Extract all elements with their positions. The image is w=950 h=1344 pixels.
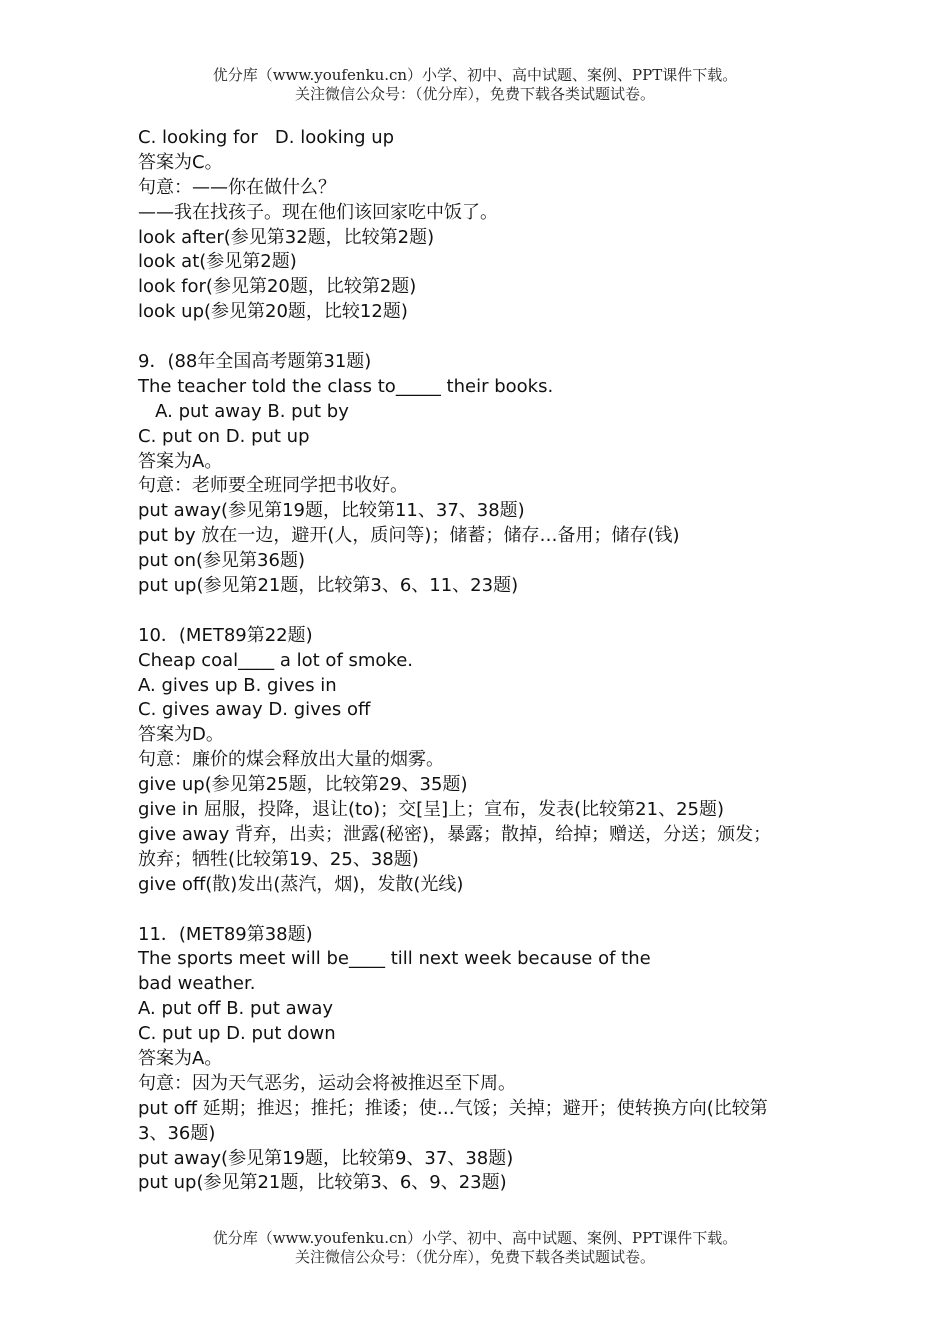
text-line: 句意：廉价的煤会释放出大量的烟雾。 <box>138 749 444 771</box>
text-line: C. put up D. put down <box>138 1023 336 1045</box>
text-line: C. put on D. put up <box>138 425 310 447</box>
blank-line <box>138 898 818 923</box>
text-line: 答案为A。 <box>138 450 223 472</box>
text-line: 句意：——你在做什么？ <box>138 176 336 198</box>
text-line: look after(参见第32题，比较第2题) <box>138 226 435 248</box>
text-line: ——我在找孩子。现在他们该回家吃中饭了。 <box>138 201 498 223</box>
text-line: 放弃；牺牲(比较第19、25、38题) <box>138 848 419 870</box>
text-line: look at(参见第2题) <box>138 251 297 273</box>
text-line: A. put off B. put away <box>138 998 334 1020</box>
page-header <box>0 66 950 104</box>
text-line: Cheap coal____ a lot of smoke. <box>138 649 414 671</box>
text-line: bad weather. <box>138 973 256 995</box>
text-line: 11．(MET89第38题) <box>138 923 313 945</box>
text-line: A. gives up B. gives in <box>138 674 337 696</box>
text-line: C. gives away D. gives off <box>138 699 371 721</box>
text-line: put by 放在一边，避开(人，质问等)；储蓄；储存…备用；储存(钱) <box>138 525 680 547</box>
page-footer <box>0 1229 950 1267</box>
text-line: give off(散)发出(蒸汽，烟)，发散(光线) <box>138 873 464 895</box>
text-line: give away 背弃，出卖；泄露(秘密)，暴露；散掉，给掉；赠送，分送；颁发； <box>138 823 772 845</box>
text-line: 10．(MET89第22题) <box>138 624 313 646</box>
text-line: 答案为A。 <box>138 1047 223 1069</box>
text-line: 答案为C。 <box>138 151 223 173</box>
header-line-2: 关注微信公众号：（优分库），免费下载各类试题试卷。 <box>294 85 655 103</box>
text-line: 句意：老师要全班同学把书收好。 <box>138 475 408 497</box>
text-line: 9．(88年全国高考题第31题) <box>138 351 372 373</box>
text-line: put on(参见第36题) <box>138 550 305 572</box>
text-line: The teacher told the class to_____ their books. <box>138 375 554 397</box>
text-line: C. looking for D. looking up <box>138 127 395 148</box>
text-line: 3、36题) <box>138 1122 216 1144</box>
text-line: look up(参见第20题，比较12题) <box>138 301 408 323</box>
footer-line-1: 优分库（www.youfenku.cn）小学、初中、高中试题、案例、PPT课件下载。 <box>212 1229 738 1247</box>
header-line-1: 优分库（www.youfenku.cn）小学、初中、高中试题、案例、PPT课件下载。 <box>212 66 738 84</box>
text-line: 答案为D。 <box>138 724 224 746</box>
blank-line <box>138 599 818 624</box>
footer-line-2: 关注微信公众号：（优分库），免费下载各类试题试卷。 <box>294 1248 655 1266</box>
text-line: look for(参见第20题，比较第2题) <box>138 276 417 298</box>
document-body <box>138 126 818 1196</box>
text-line: The sports meet will be____ till next week because of the <box>138 948 651 970</box>
text-line: put up(参见第21题，比较第3、6、11、23题) <box>138 575 519 597</box>
text-line: put up(参见第21题，比较第3、6、9、23题) <box>138 1172 507 1194</box>
text-line: give up(参见第25题，比较第29、35题) <box>138 774 468 796</box>
text-line: 句意：因为天气恶劣，运动会将被推迟至下周。 <box>138 1072 516 1094</box>
text-line: A. put away B. put by <box>138 400 349 422</box>
blank-line <box>138 325 818 350</box>
text-line: put off 延期；推迟；推托；推诿；使…气馁；关掉；避开；使转换方向(比较第 <box>138 1097 768 1119</box>
text-line: put away(参见第19题，比较第9、37、38题) <box>138 1147 514 1169</box>
text-line: give in 屈服，投降，退让(to)；交[呈]上；宣布，发表(比较第21、25题) <box>138 799 725 821</box>
text-line: put away(参见第19题，比较第11、37、38题) <box>138 500 525 522</box>
